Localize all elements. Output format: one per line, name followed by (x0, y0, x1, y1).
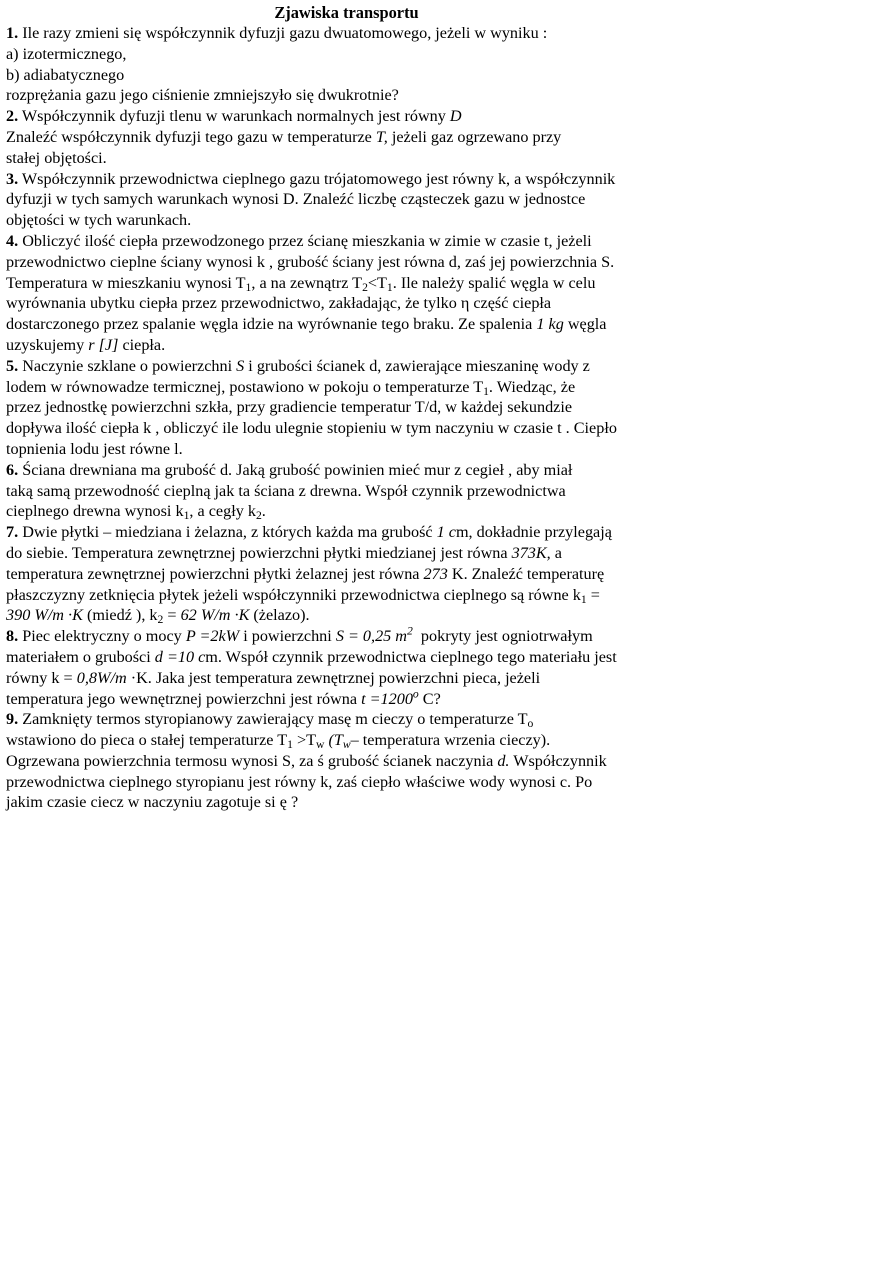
problem-number: 5. (6, 356, 19, 375)
problem-9: 9. Zamknięty termos styropianowy zawierający masę m cieczy o temperaturze $T_o$ wstawiono do pieca o stałej temperaturze $T_1 >T_w$ ($T_w-$ temperatura wrzenia cieczy). Ogrzewana powierzchnia termosu wynosi S, za ś grubość ścianek naczynia d. Współczynnik przewodnictwa cieplnego styropianu jest równy k, zaś ciepło właściwe wody wynosi c. Po jakim czasie ciecz w naczyniu zagotuje si ę ? (6, 710, 607, 812)
problem-3: 3. Współczynnik przewodnictwa cieplnego gazu trójatomowego jest równy k, a współczynnik dyfuzji w tych samych warunkach wynosi D. Znaleźć liczbę cząsteczek gazu w jednostce objętości w tych warunkach. (6, 169, 616, 230)
problem-4: 4. Obliczyć ilość ciepła przewodzonego przez ścianę mieszkania w zimie w czasie t, jeżeli przewodnictwo cieplne ściany wynosi k , grubość ściany jest równa d, zaś jej powierzchnia S. Temperatura w mieszkaniu wynosi $T_1$, a na zewnątrz $T_2<T_1$. Ile należy spalić węgla w celu wyrównania ubytku ciepła przez przewodnictwo, zakładając, że tylko η część ciepła dostarczonego przez spalanie węgla idzie na wyrównanie tego braku. Ze spalenia 1 kg węgla uzyskujemy r [J] ciepła. (6, 231, 615, 354)
problem-number: 4. (6, 231, 19, 250)
problem-number: 8. (6, 627, 19, 646)
page-title: Zjawiska transportu (274, 3, 419, 22)
problem-6: 6. Ściana drewniana ma grubość d. Jaką grubość powinien mieć mur z cegieł , aby miał taką samą przewodność cieplną jak ta ściana z drewna. Współ czynnik przewodnictwa cieplnego drewna wynosi $k_1$, a cegły $k_2$. (6, 460, 573, 523)
problem-number: 7. (6, 523, 19, 542)
problem-number: 6. (6, 460, 19, 479)
problem-5: 5. Naczynie szklane o powierzchni S i grubości ścianek d, zawierające mieszaninę wody z lodem w równowadze termicznej, postawiono w pokoju o temperaturze $T_1$. Wiedząc, że przez jednostkę powierzchni szkła, przy gradiencie temperatur T/d, w każdej sekundzie dopływa ilość ciepła k , obliczyć ile lodu ulegnie stopieniu w tym naczyniu w czasie t . Ciepło topnienia lodu jest równe l. (6, 356, 617, 458)
problem-number: 3. (6, 169, 19, 188)
problem-1: 1. Ile razy zmieni się współczynnik dyfuzji gazu dwuatomowego, jeżeli w wyniku : a) izotermicznego, b) adiabatycznego rozprężania gazu jego ciśnienie zmniejszyło się dwukrotnie? (6, 24, 548, 105)
problem-7: 7. Dwie płytki – miedziana i żelazna, z których każda ma grubość 1 cm, dokładnie przylegają do siebie. Temperatura zewnętrznej powierzchni płytki miedzianej jest równa 373K, a temperatura zewnętrznej powierzchni płytki żelaznej jest równa 273 K. Znaleźć temperaturę płaszczyzny zetknięcia płytek jeżeli współczynniki przewodnictwa cieplnego są równe $k_1$ = 390 W/m ·K (miedź ), $k_2 = 62$ W/m ·K (żelazo). (6, 523, 612, 627)
problem-8: 8. Piec elektryczny o mocy P =2kW i powierzchni S = 0,25 $m^2$ pokryty jest ogniotrwałym materiałem o grubości d =10 cm. Współ czynnik przewodnictwa cieplnego tego materiału jest równy k = 0,8W/m ·K. Jaka jest temperatura zewnętrznej powierzchni pieca, jeżeli temperatura jego wewnętrznej powierzchni jest równa $t =1200^o$ C? (6, 624, 617, 708)
problem-number: 9. (6, 710, 19, 729)
problem-number: 1. (6, 24, 19, 42)
problem-list (6, 23, 696, 813)
problem-number: 2. (6, 107, 19, 126)
problem-2: 2. Współczynnik dyfuzji tlenu w warunkach normalnych jest równy D Znaleźć współczynnik dyfuzji tego gazu w temperaturze T, jeżeli gaz ogrzewano przy stałej objętości. (6, 107, 562, 167)
